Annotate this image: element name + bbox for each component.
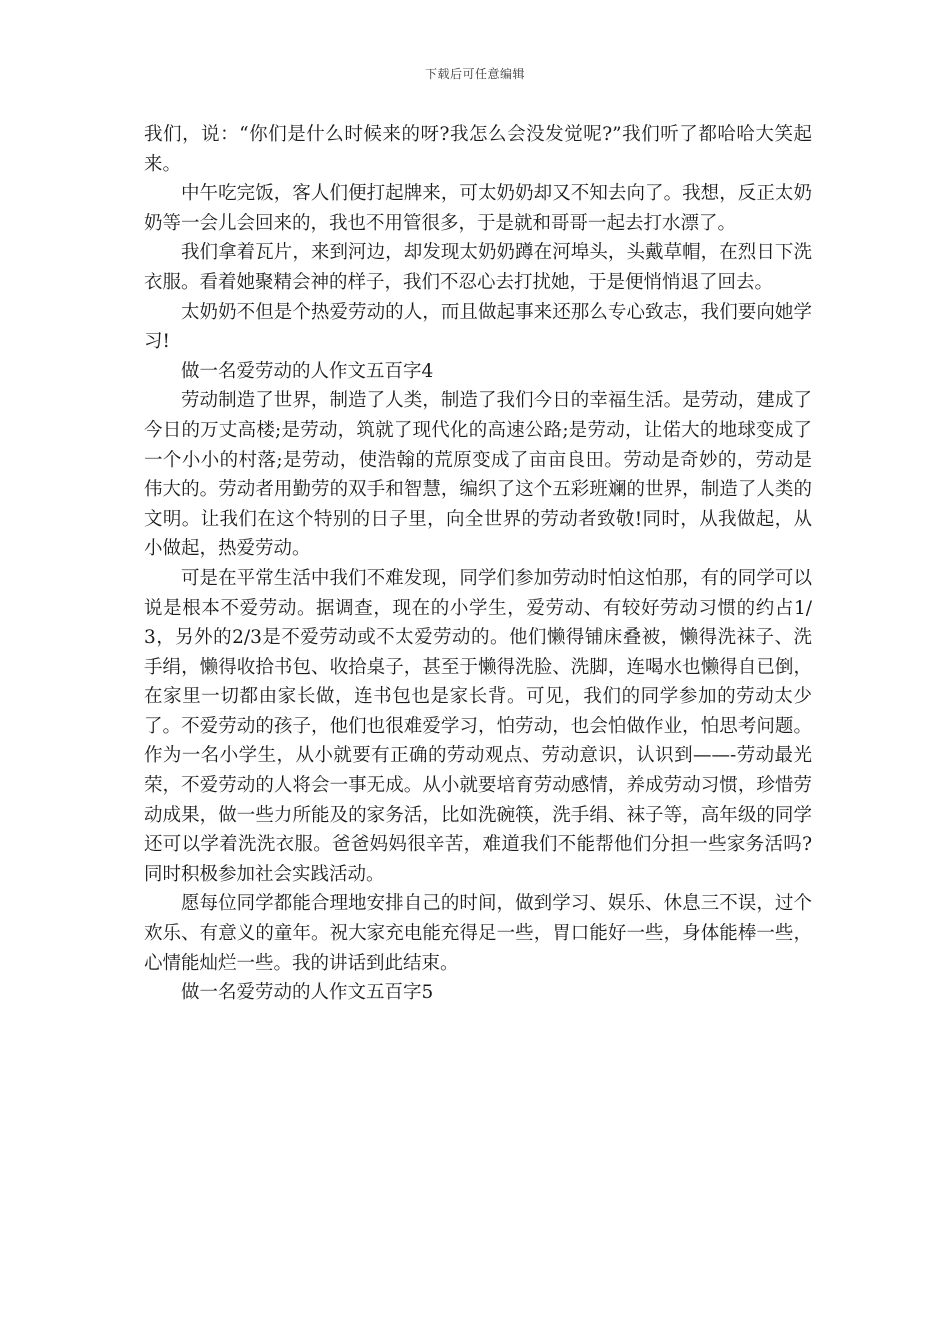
document-body [144,120,812,1008]
page-header: 下载后可任意编辑 [424,67,525,81]
paragraph: 劳动制造了世界，制造了人类，制造了我们今日的幸福生活。是劳动，建成了今日的万丈高楼;是劳动，筑就了现代化的高速公路;是劳动，让偌大的地球变成了一个小小的村落;是劳动，使浩翰的荒原变成了亩亩良田。劳动是奇妙的，劳动是伟大的。劳动者用勤劳的双手和智慧，编织了这个五彩班斓的世界，制造了人类的文明。让我们在这个特别的日子里，向全世界的劳动者致敬!同时，从我做起，从小做起，热爱劳动。 [144,390,812,560]
section-heading: 做一名爱劳动的人作文五百字5 [181,982,434,1004]
paragraph: 中午吃完饭，客人们便打起牌来，可太奶奶却又不知去向了。我想，反正太奶奶等一会儿会回来的，我也不用管很多，于是就和哥哥一起去打水漂了。 [144,183,812,234]
paragraph: 可是在平常生活中我们不难发现，同学们参加劳动时怕这怕那，有的同学可以说是根本不爱劳动。据调查，现在的小学生，爱劳动、有较好劳动习惯的约占1/3，另外的2/3是不爱劳动或不太爱劳动的。他们懒得铺床叠被，懒得洗袜子、洗手绢，懒得收拾书包、收拾桌子，甚至于懒得洗脸、洗脚，连喝水也懒得自已倒，在家里一切都由家长做，连书包也是家长背。可见，我们的同学参加的劳动太少了。不爱劳动的孩子，他们也很难爱学习，怕劳动，也会怕做作业，怕思考问题。作为一名小学生，从小就要有正确的劳动观点、劳动意识，认识到——-劳动最光荣，不爱劳动的人将会一事无成。从小就要培育劳动感情，养成劳动习惯，珍惜劳动成果，做一些力所能及的家务活，比如洗碗筷，洗手绢、袜子等，高年级的同学还可以学着洗洗衣服。爸爸妈妈很辛苦，难道我们不能帮他们分担一些家务活吗?同时积极参加社会实践活动。 [144,567,812,885]
paragraph-continuation: 我们，说：“你们是什么时候来的呀?我怎么会没发觉呢?”我们听了都哈哈大笑起来。 [144,124,812,175]
paragraph: 太奶奶不但是个热爱劳动的人，而且做起事来还那么专心致志，我们要向她学习! [144,301,812,353]
section-heading: 做一名爱劳动的人作文五百字4 [181,360,434,382]
paragraph: 愿每位同学都能合理地安排自己的时间，做到学习、娱乐、休息三不误，过个欢乐、有意义的童年。祝大家充电能充得足一些，胃口能好一些，身体能棒一些，心情能灿烂一些。我的讲话到此结束。 [144,893,812,974]
paragraph: 我们拿着瓦片，来到河边，却发现太奶奶蹲在河埠头，头戴草帽，在烈日下洗衣服。看着她聚精会神的样子，我们不忍心去打扰她，于是便悄悄退了回去。 [144,242,812,293]
